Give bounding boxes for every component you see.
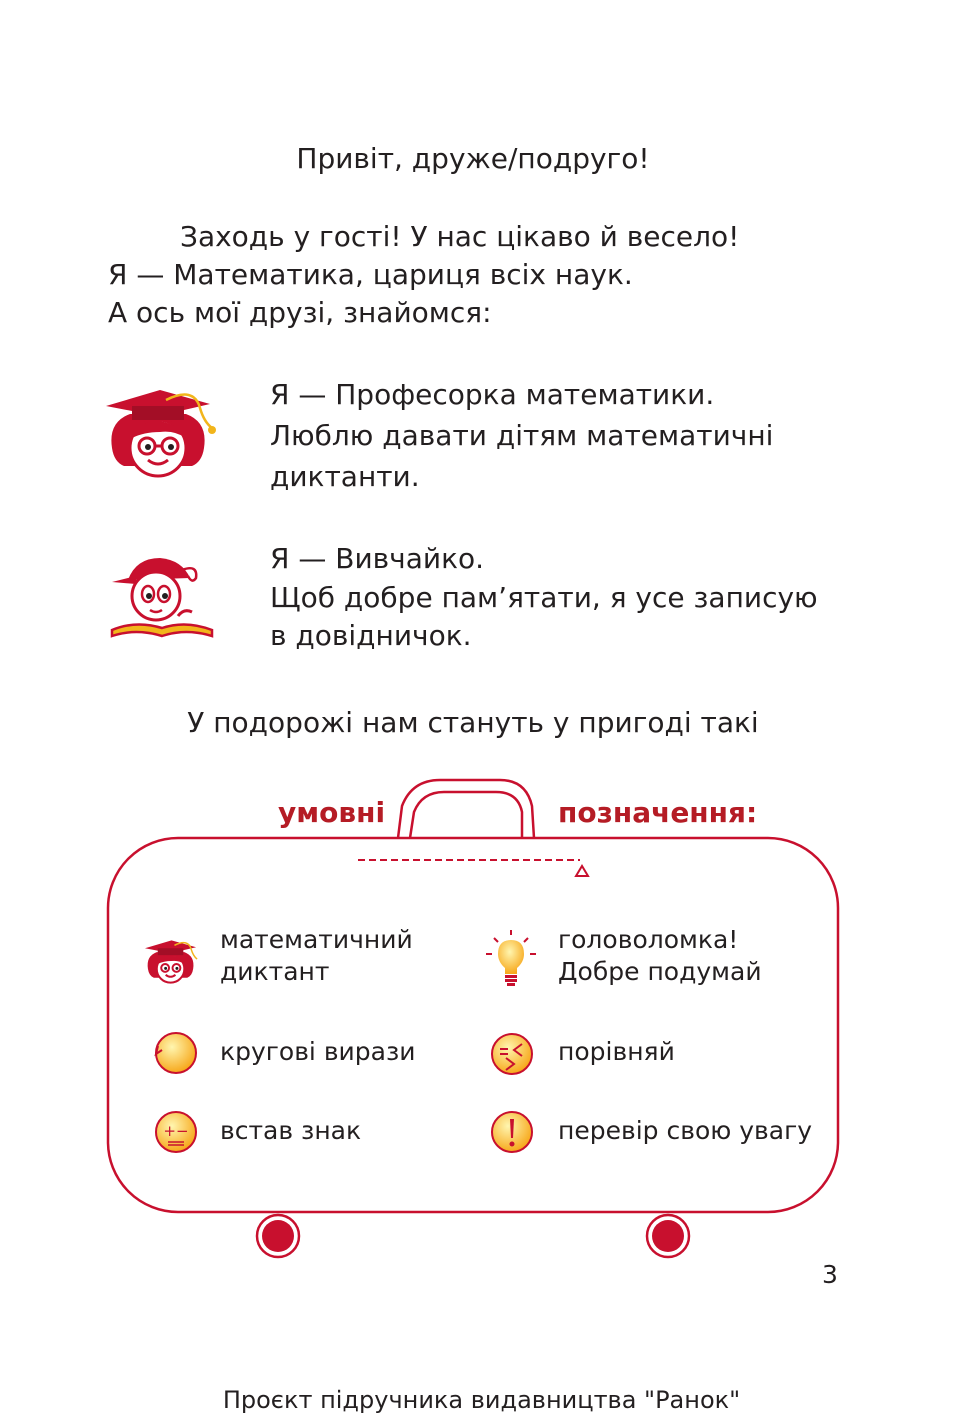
intro-line-3: А ось мої друзі, знайомся:	[108, 296, 492, 329]
student-line-2: Щоб добре пам’ятати, я усе записую	[270, 580, 818, 614]
student-line-3: в довідничок.	[270, 619, 472, 652]
student-icon	[106, 554, 218, 642]
professor-line-1: Я — Професорка математики.	[270, 378, 715, 411]
legend-item-label: диктант	[220, 957, 330, 986]
legend-item-circle-expressions: кругові вирази	[220, 1037, 416, 1066]
exclamation-icon	[488, 1108, 536, 1156]
intro-line-1: Заходь у гості! У нас цікаво й весело!	[180, 220, 740, 253]
professor-description	[270, 374, 773, 497]
professor-line-2: Люблю давати дітям математичні	[270, 419, 774, 452]
legend-item-compare: порівняй	[558, 1037, 675, 1066]
greeting: Привіт, друже/подруго!	[296, 142, 650, 175]
legend-item-insert-sign: встав знак	[220, 1116, 362, 1145]
legend-item-label: Добре подумай	[558, 957, 762, 986]
circle-icon	[150, 1028, 200, 1078]
professor-icon	[144, 936, 202, 990]
legend-item-math-dictation	[220, 924, 413, 988]
plus-minus-equals-icon	[152, 1108, 200, 1156]
legend-title-left: умовні	[278, 796, 386, 829]
compare-icon	[488, 1030, 536, 1078]
professor-icon	[104, 386, 222, 486]
footer-publisher-note: Проєкт підручника видавництва "Ранок"	[222, 1386, 741, 1414]
page-number: 3	[822, 1260, 838, 1289]
journey-text: У подорожі нам стануть у пригоді такі	[187, 706, 759, 739]
legend-item-check-attention: перевір свою увагу	[558, 1116, 813, 1145]
student-description	[270, 540, 818, 656]
intro-line-2: Я — Математика, цариця всіх наук.	[108, 258, 633, 291]
legend-item-label: головоломка!	[558, 925, 739, 954]
professor-line-3: диктанти.	[270, 460, 420, 493]
svg-text:+−: +−	[163, 1122, 189, 1140]
legend-item-puzzle	[558, 924, 762, 988]
legend-item-label: математичний	[220, 925, 413, 954]
student-line-1: Я — Вивчайко.	[270, 542, 485, 575]
lightbulb-icon	[484, 928, 538, 992]
legend-title-right: позначення:	[558, 796, 758, 829]
